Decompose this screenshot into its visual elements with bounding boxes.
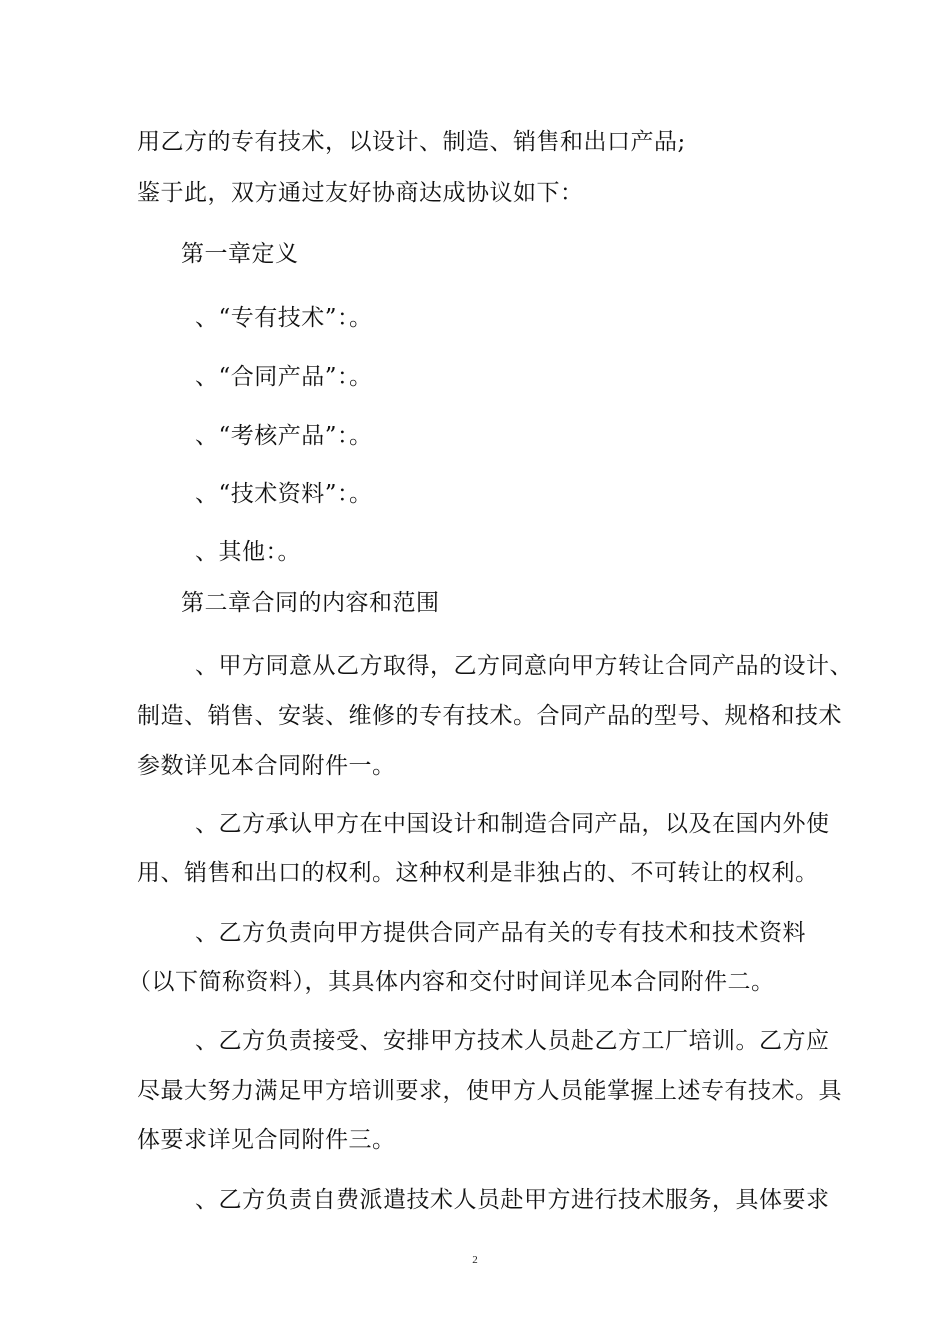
definition-item: 、其他：。 (195, 539, 301, 565)
text-line: （以下简称资料），其具体内容和交付时间详见本合同附件二。 (128, 969, 775, 995)
chapter-heading: 第二章合同的内容和范围 (181, 590, 440, 616)
text-line: 、甲方同意从乙方取得，乙方同意向甲方转让合同产品的设计、 (195, 653, 853, 679)
text-line: 制造、销售、安装、维修的专有技术。合同产品的型号、规格和技术 (137, 703, 842, 729)
text-line: 用、销售和出口的权利。这种权利是非独占的、不可转让的权利。 (137, 860, 819, 886)
definition-item: 、“考核产品”：。 (195, 423, 373, 449)
text-line: 体要求详见合同附件三。 (137, 1127, 396, 1153)
text-line: 参数详见本合同附件一。 (137, 753, 396, 779)
text-line: 、乙方承认甲方在中国设计和制造合同产品，以及在国内外使 (195, 811, 830, 837)
definition-item: 、“合同产品”：。 (195, 364, 373, 390)
text-line: 用乙方的专有技术，以设计、制造、销售和出口产品; (137, 129, 686, 155)
definition-item: 、“技术资料”：。 (195, 481, 373, 507)
text-line: 鉴于此，双方通过友好协商达成协议如下： (137, 180, 584, 206)
text-line: 、乙方负责自费派遣技术人员赴甲方进行技术服务，具体要求 (195, 1187, 830, 1213)
definition-item: 、“专有技术”：。 (195, 305, 373, 331)
text-line: 尽最大努力满足甲方培训要求，使甲方人员能掌握上述专有技术。具 (137, 1078, 842, 1104)
page-number: 2 (472, 1254, 478, 1266)
text-line: 、乙方负责接受、安排甲方技术人员赴乙方工厂培训。乙方应 (195, 1028, 830, 1054)
chapter-heading: 第一章定义 (181, 241, 299, 267)
text-line: 、乙方负责向甲方提供合同产品有关的专有技术和技术资料 (195, 920, 806, 946)
